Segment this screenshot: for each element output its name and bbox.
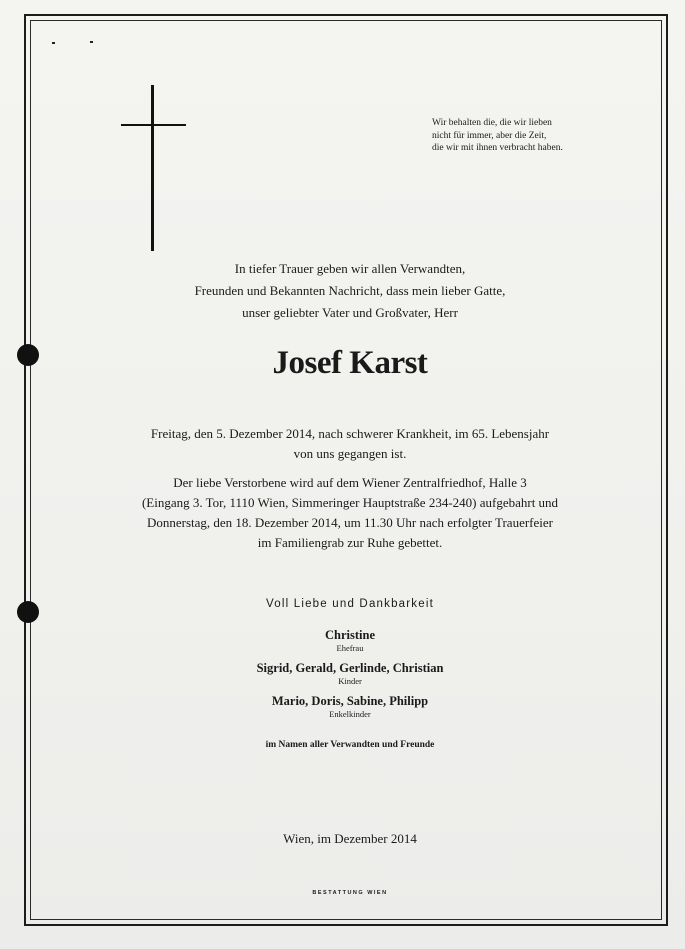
family-role: Kinder: [338, 676, 362, 686]
burial-line: (Eingang 3. Tor, 1110 Wien, Simmeringer Hauptstraße 234-240) aufgebahrt und: [141, 495, 559, 510]
quote-line: die wir mit ihnen verbracht haben.: [432, 143, 563, 153]
death-notice-line: von uns gegangen ist.: [293, 446, 407, 461]
quote-line: nicht für immer, aber die Zeit,: [432, 130, 547, 141]
place-date: Wien, im Dezember 2014: [283, 831, 417, 846]
closing-thanks: Voll Liebe und Dankbarkeit: [265, 598, 434, 610]
burial-line: Donnerstag, den 18. Dezember 2014, um 11.30 Uhr nach erfolgter Trauerfeier: [146, 515, 553, 530]
burial-line: Der liebe Verstorbene wird auf dem Wiener Zentralfriedhof, Halle 3: [173, 475, 527, 490]
family-list: [60, 627, 640, 726]
intro-text: [60, 258, 640, 324]
intro-line: Freunden und Bekannten Nachricht, dass mein lieber Gatte,: [194, 283, 506, 298]
burial-details: [60, 473, 640, 553]
punch-hole-bottom: [17, 601, 39, 623]
punch-hole-top: [17, 344, 39, 366]
family-role: Ehefrau: [336, 643, 364, 653]
intro-line: In tiefer Trauer geben wir allen Verwandten,: [234, 261, 466, 276]
family-role: Enkelkinder: [329, 709, 371, 719]
paper-speck: [52, 42, 55, 44]
intro-line: unser geliebter Vater und Großvater, Herr: [242, 305, 458, 320]
family-note: im Namen aller Verwandten und Freunde: [265, 740, 435, 750]
inner-frame: [30, 20, 662, 920]
paper-speck: [90, 41, 93, 43]
death-notice: [60, 424, 640, 464]
family-names: Sigrid, Gerald, Gerlinde, Christian: [256, 661, 444, 675]
undertaker-imprint: BESTATTUNG WIEN: [312, 890, 388, 896]
family-names: Christine: [325, 628, 375, 642]
memorial-quote: [432, 117, 612, 155]
deceased-name: Josef Karst: [272, 345, 428, 381]
family-names: Mario, Doris, Sabine, Philipp: [271, 694, 429, 708]
quote-line: Wir behalten die, die wir lieben: [432, 118, 552, 128]
death-notice-line: Freitag, den 5. Dezember 2014, nach schwerer Krankheit, im 65. Lebensjahr: [150, 426, 550, 441]
burial-line: im Familiengrab zur Ruhe gebettet.: [257, 535, 443, 550]
